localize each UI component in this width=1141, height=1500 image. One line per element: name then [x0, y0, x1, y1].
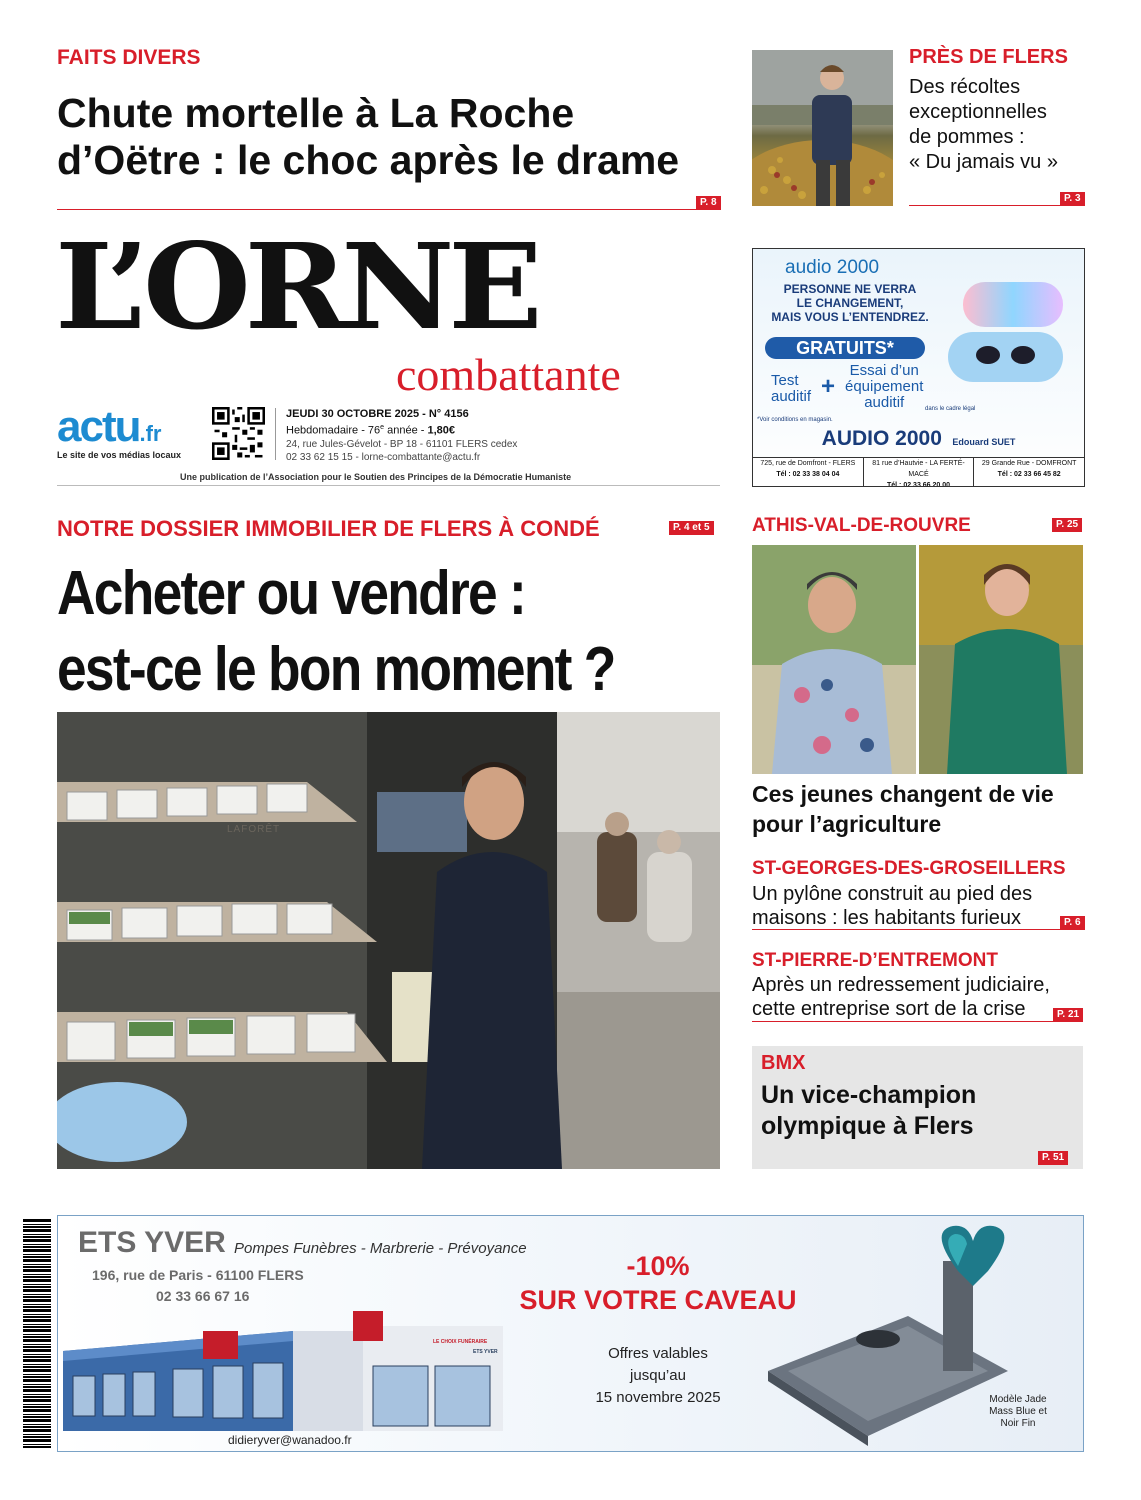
- main-headline-line2: est-ce le bon moment ?: [57, 635, 615, 704]
- audio-shop-domfront-address: 29 Grande Rue - DOMFRONT: [981, 460, 1077, 467]
- gravestone-illustration: [758, 1221, 1008, 1446]
- audio-conditions: *Voir conditions en magasin.: [757, 417, 833, 423]
- main-story-page-badge[interactable]: P. 4 et 5: [669, 521, 714, 535]
- issue-line: JEUDI 30 OCTOBRE 2025 - N° 4156: [286, 408, 469, 420]
- yver-email[interactable]: didieryver@wanadoo.fr: [228, 1433, 352, 1447]
- top-right-line4: « Du jamais vu »: [909, 151, 1058, 173]
- bmx-kicker: BMX: [761, 1052, 806, 1074]
- audio-tagline-3: MAIS VOUS L’ENTENDREZ.: [771, 310, 929, 324]
- actu-logo-word: actu: [57, 402, 140, 451]
- masthead-bottom-rule: [57, 485, 720, 486]
- athis-page-badge[interactable]: P. 25: [1052, 518, 1082, 532]
- yver-brand-rest: TS YVER: [98, 1226, 226, 1259]
- real-estate-window-illustration: [57, 712, 720, 1169]
- audio-essai: [845, 363, 923, 411]
- storefront-graphic: [63, 1311, 503, 1431]
- issue-info: [286, 408, 517, 464]
- bmx-line1: Un vice-champion: [761, 1081, 977, 1109]
- yver-offer-2: jusqu’au: [630, 1367, 686, 1384]
- storefront-illustration: [63, 1311, 503, 1431]
- top-story-headline[interactable]: [57, 90, 717, 184]
- yver-offer: [568, 1343, 748, 1409]
- audio-shop-ferte-tel: Tél : 02 33 66 20 00: [886, 482, 951, 487]
- top-right-teaser[interactable]: [909, 75, 1058, 175]
- yver-brand-prefix: E: [78, 1226, 99, 1259]
- audio-tagline-2: LE CHANGEMENT,: [796, 296, 904, 310]
- audio-shop-domfront[interactable]: [974, 458, 1084, 486]
- apple-harvest-illustration: [752, 50, 893, 206]
- audio-plus: +: [821, 373, 836, 400]
- audio-shop-flers-tel: Tél : 02 33 38 04 04: [776, 471, 840, 478]
- audio-tagline: [761, 282, 939, 324]
- stgeorges-teaser[interactable]: [752, 882, 1032, 930]
- masthead-logo[interactable]: L’ORNE: [55, 217, 537, 356]
- top-right-line1: Des récoltes: [909, 76, 1021, 98]
- frequency-line: Hebdomadaire - 76e année - 1,80€: [286, 424, 456, 437]
- yver-offer-1: Offres valables: [608, 1345, 708, 1362]
- audio2000-advertisement[interactable]: [752, 248, 1085, 487]
- audio-shop-brand: AUDIO 2000: [821, 427, 942, 450]
- audio-shop-flers-address: 725, rue de Domfront - FLERS: [760, 460, 856, 467]
- top-right-rule: [909, 205, 1083, 206]
- yver-brand: [78, 1226, 226, 1260]
- yver-phone[interactable]: 02 33 66 67 16: [156, 1288, 250, 1304]
- athis-headline[interactable]: [752, 779, 1054, 839]
- contact-line: 02 33 62 15 15 - lorne-combattante@actu.fr: [286, 451, 481, 463]
- yver-model: [978, 1394, 1058, 1430]
- yver-advertisement[interactable]: [57, 1215, 1084, 1452]
- athis-headline-line1: Ces jeunes changent de vie: [752, 781, 1054, 807]
- audio-essai-3: auditif: [864, 394, 905, 411]
- audio-essai-2: équipement: [845, 378, 924, 395]
- bmx-line2: olympique à Flers: [761, 1112, 974, 1140]
- actu-logo[interactable]: [57, 402, 161, 452]
- stgeorges-line1: Un pylône construit au pied des: [752, 883, 1033, 905]
- storefront-sign-name: ETS YVER: [473, 1349, 498, 1355]
- stgeorges-kicker: ST-GEORGES-DES-GROSEILLERS: [752, 858, 1066, 879]
- yver-promo-caveau: SUR VOTRE CAVEAU: [519, 1285, 797, 1315]
- audio-test-1: Test: [771, 372, 799, 389]
- publisher-line: Une publication de l’Association pour le Soutien des Principes de la Démocratie Humaniste: [180, 472, 572, 482]
- audio-shop-list: [753, 457, 1084, 486]
- top-story-headline-line1: Chute mortelle à La Roche: [57, 90, 575, 136]
- stgeorges-rule: [752, 929, 1083, 930]
- yver-promo-percent: -10%: [626, 1251, 690, 1281]
- bmx-headline: [761, 1080, 976, 1142]
- top-story-headline-line2: d’Oëtre : le choc après le drame: [57, 137, 680, 183]
- bmx-box[interactable]: [752, 1046, 1083, 1169]
- real-estate-photo[interactable]: [57, 712, 720, 1169]
- yver-address: 196, rue de Paris - 61100 FLERS: [92, 1267, 304, 1283]
- audio-brand: audio 2000: [785, 257, 880, 278]
- stpierre-line2: cette entreprise sort de la crise: [752, 998, 1026, 1020]
- stpierre-teaser[interactable]: [752, 973, 1050, 1021]
- audio-cadre: dans le cadre légal: [925, 406, 976, 412]
- main-headline-line1: Acheter ou vendre :: [57, 559, 526, 628]
- main-story-kicker: NOTRE DOSSIER IMMOBILIER DE FLERS À CONDÉ: [57, 516, 600, 541]
- yver-offer-3: 15 novembre 2025: [595, 1389, 721, 1406]
- bmx-page-badge[interactable]: P. 51: [1038, 1151, 1068, 1165]
- gravestone-graphic: [758, 1221, 1008, 1446]
- top-story-page-badge[interactable]: P. 8: [696, 196, 721, 210]
- audio-shop-flers[interactable]: [753, 458, 864, 486]
- actu-logo-tld: .fr: [139, 421, 162, 446]
- top-story-rule: [57, 209, 720, 210]
- top-story-kicker: FAITS DIVERS: [57, 46, 201, 69]
- storefront-sign-choix: LE CHOIX FUNÉRAIRE: [433, 1339, 488, 1345]
- young-farmers-photo[interactable]: [752, 545, 1083, 774]
- top-right-page-badge[interactable]: P. 3: [1060, 192, 1085, 206]
- address-line: 24, rue Jules-Gévelot - BP 18 - 61101 FLERS cedex: [286, 438, 518, 450]
- earbuds-case-icon: [943, 277, 1073, 392]
- yver-model-3: Noir Fin: [1000, 1418, 1036, 1429]
- actu-tagline: Le site de vos médias locaux: [57, 450, 182, 460]
- audio-gratuits-badge: GRATUITS*: [765, 337, 925, 359]
- yver-services: Pompes Funèbres - Marbrerie - Prévoyance: [234, 1240, 527, 1257]
- earbuds-case-graphic: [943, 277, 1073, 392]
- audio-shop-header: [753, 427, 1084, 451]
- audio-essai-1: Essai d’un: [849, 362, 919, 379]
- main-story-headline[interactable]: [57, 556, 615, 708]
- agency-sign: LAFORÊT: [227, 824, 281, 835]
- yver-model-2: Mass Blue et: [989, 1406, 1047, 1417]
- price: 1,80€: [427, 424, 456, 437]
- top-right-kicker: PRÈS DE FLERS: [909, 46, 1068, 68]
- apple-harvest-photo[interactable]: [752, 50, 893, 206]
- young-farmers-illustration: [752, 545, 1083, 774]
- qr-code-icon[interactable]: [212, 407, 265, 460]
- stgeorges-line2: maisons : les habitants furieux: [752, 907, 1022, 929]
- audio-shop-domfront-tel: Tél : 02 33 66 45 82: [997, 471, 1061, 478]
- top-right-line2: exceptionnelles: [909, 101, 1047, 123]
- stpierre-kicker: ST-PIERRE-D’ENTREMONT: [752, 950, 998, 971]
- audio-shop-ferte-address: 81 rue d’Hautvie - LA FERTÉ-MACÉ: [872, 460, 965, 478]
- audio-tagline-1: PERSONNE NE VERRA: [783, 282, 917, 296]
- stpierre-rule: [752, 1021, 1083, 1022]
- audio-test: [771, 373, 811, 405]
- top-right-line3: de pommes :: [909, 126, 1025, 148]
- audio-shop-owner: Edouard SUET: [952, 437, 1016, 447]
- athis-headline-line2: pour l’agriculture: [752, 811, 942, 837]
- barcode-icon: [23, 1218, 51, 1448]
- stpierre-line1: Après un redressement judiciaire,: [752, 974, 1050, 996]
- audio-shop-ferte[interactable]: [864, 458, 975, 486]
- masthead-divider: [275, 408, 276, 460]
- stgeorges-page-badge[interactable]: P. 6: [1060, 916, 1085, 930]
- stpierre-page-badge[interactable]: P. 21: [1053, 1008, 1083, 1022]
- qr-code-graphic: [212, 407, 265, 460]
- yver-model-1: Modèle Jade: [989, 1394, 1047, 1405]
- athis-kicker: ATHIS-VAL-DE-ROUVRE: [752, 515, 971, 536]
- masthead-logo-sub: combattante: [396, 349, 621, 400]
- audio-test-2: auditif: [771, 388, 812, 405]
